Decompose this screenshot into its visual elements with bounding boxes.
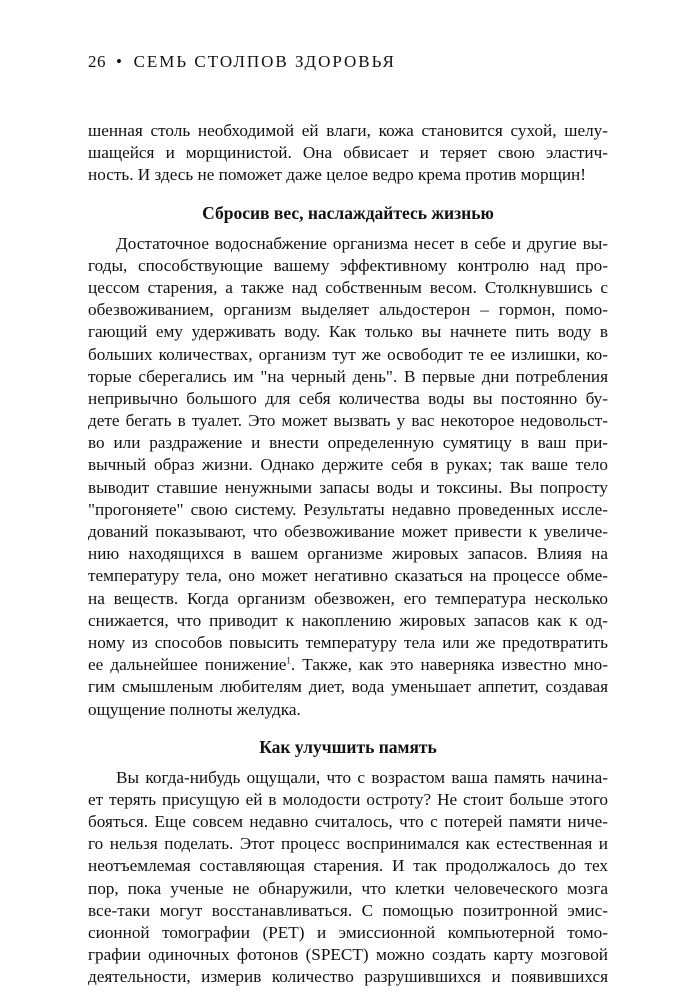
text-line: на веществ. Когда организм обезвожен, его температура несколько xyxy=(88,588,608,608)
text-fragment: ее дальнейшее понижение xyxy=(88,655,287,675)
text-line: выводит ставшие ненужными запасы воды и токсины. Вы попросту xyxy=(88,477,608,497)
running-header xyxy=(88,52,608,78)
footnote-marker: 1 xyxy=(286,655,291,666)
text-line: все-таки могут восстанавливаться. С помощью позитронной эмис- xyxy=(88,900,608,920)
text-line: температуру тела, оно может негативно сказаться на процессе обме- xyxy=(88,566,608,586)
text-line: вычный образ жизни. Однако держите себя в руках; так ваше тело xyxy=(88,455,608,475)
header-separator: • xyxy=(116,52,124,71)
text-line: обезвоживанием, организм выделяет альдостерон – гормон, помо- xyxy=(88,300,608,320)
text-line: ет терять присущую ей в молодости остроту? Не стоит больше этого xyxy=(88,789,608,809)
text-line: сионной томографии (PET) и эмиссионной компьютерной томо- xyxy=(88,923,608,942)
text-line: непривычно большого для себя количества воды вы постоянно бу- xyxy=(88,388,608,408)
text-line: гающий ему удерживать воду. Как только вы начнете пить воду в xyxy=(88,322,608,342)
text-line: деятельности, измерив количество разрушившихся и появившихся xyxy=(88,967,608,987)
intro-paragraph xyxy=(88,120,608,187)
text-line: Достаточное водоснабжение организма несет в себе и другие вы- xyxy=(116,233,608,253)
text-line: нию находящихся в вашем организме жировых запасов. Влияя на xyxy=(88,544,608,564)
text-fragment: . Также, как это наверняка известно мно- xyxy=(290,655,608,675)
text-line: шащейся и морщинистой. Она обвисает и теряет свою эластич- xyxy=(88,143,608,163)
running-title: СЕМЬ СТОЛПОВ ЗДОРОВЬЯ xyxy=(133,52,396,71)
text-line: "прогоняете" свою систему. Результаты недавно проведенных иссле- xyxy=(88,499,608,519)
text-line: ность. И здесь не поможет даже целое ведро крема против морщин! xyxy=(88,165,586,185)
weight-section-paragraph xyxy=(88,233,608,721)
text-line: Вы когда-нибудь ощущали, что с возрастом ваша память начина- xyxy=(116,767,608,787)
text-line: торые сберегались им "на черный день". В первые дни потребления xyxy=(88,366,608,386)
text-line: ному из способов повысить температуру тела или же предотвратить xyxy=(88,632,608,652)
text-line: бояться. Еще совсем недавно считалось, что с потерей памяти ниче- xyxy=(88,812,608,832)
text-line: пор, пока ученые не обнаружили, что клетки человеческого мозга xyxy=(88,878,608,898)
text-line: шенная столь необходимой ей влаги, кожа становится сухой, шелу- xyxy=(88,121,608,140)
text-line: дований показывают, что обезвоживание может привести к увеличе- xyxy=(88,522,608,541)
text-line: графии одиночных фотонов (SPECT) можно создать карту мозговой xyxy=(88,945,608,965)
text-line: дете бегать в туалет. Это может вызвать у вас некоторое недовольст- xyxy=(88,411,608,431)
text-line: во или раздражение и внести определенную сумятицу в ваш при- xyxy=(88,433,608,453)
text-line: гим смышленым любителям диет, вода уменьшает аппетит, создавая xyxy=(88,677,608,697)
text-line-with-footnote xyxy=(88,654,608,676)
section-heading-weight: Сбросив вес, наслаждайтесь жизнью xyxy=(202,202,494,223)
page-number: 26 xyxy=(88,52,106,71)
section-heading-memory: Как улучшить память xyxy=(259,736,437,757)
memory-section-paragraph xyxy=(88,767,608,989)
text-line: снижается, что приводит к накоплению жировых запасов как к од- xyxy=(88,610,608,630)
text-line: ощущение полноты желудка. xyxy=(88,699,301,719)
page-body xyxy=(88,120,608,989)
text-line: годы, способствующие вашему эффективному контролю над про- xyxy=(88,255,608,275)
text-line: неотъемлемая составляющая старения. И так продолжалось до тех xyxy=(88,856,608,876)
text-line: цессом старения, а также над собственным весом. Столкнувшись с xyxy=(88,277,608,297)
text-line: го нельзя поделать. Этот процесс воспринимался как естественная и xyxy=(88,834,608,854)
text-line: больших количествах, организм тут же освободит те ее излишки, ко- xyxy=(88,344,608,364)
